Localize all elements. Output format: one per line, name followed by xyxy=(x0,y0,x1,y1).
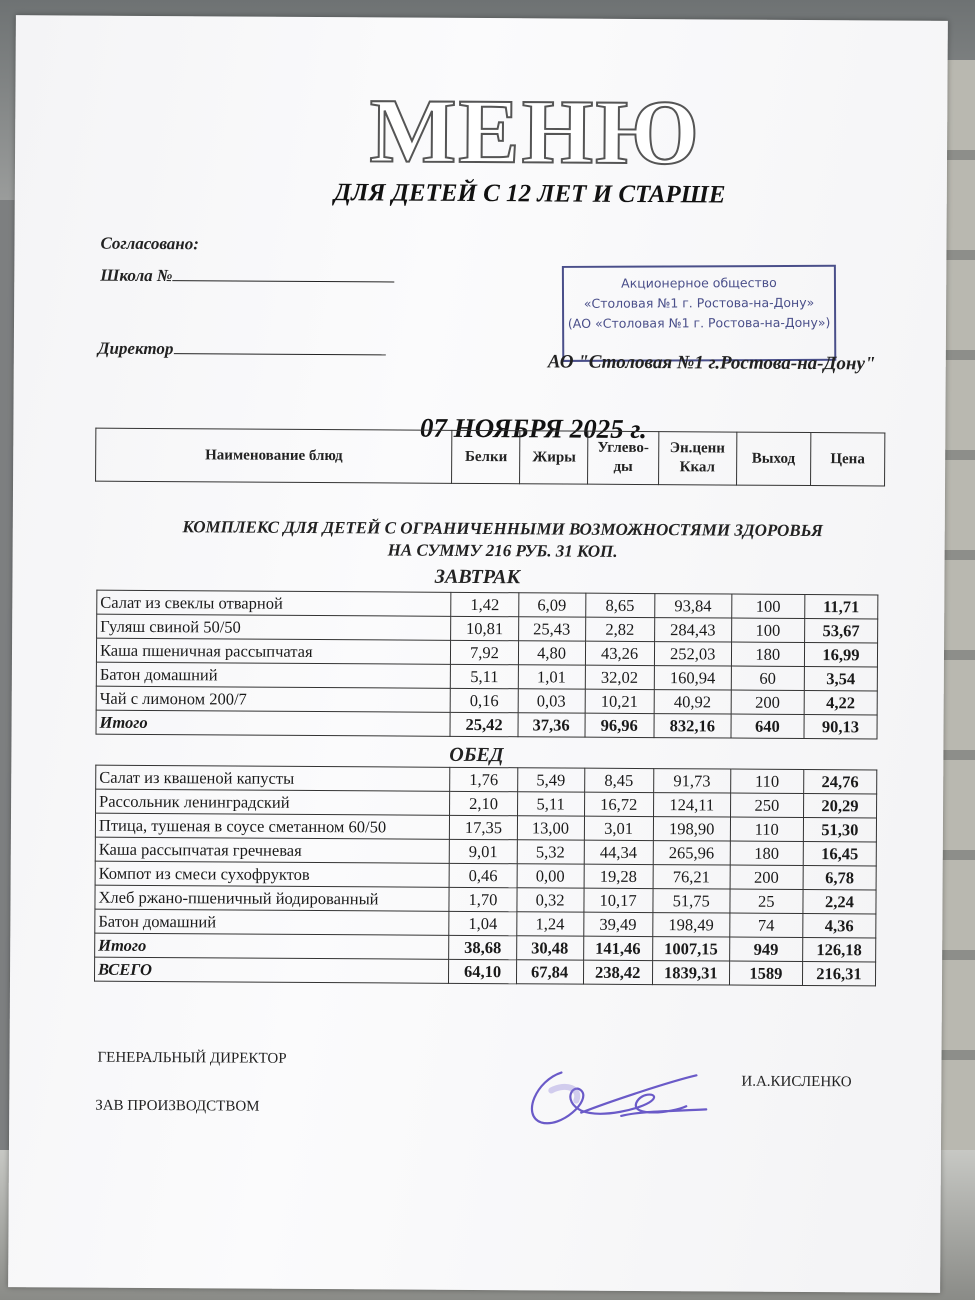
col-price: Цена xyxy=(810,433,884,486)
cell-name: Птица, тушеная в соусе сметанном 60/50 xyxy=(95,813,450,839)
cell-carbs: 16,72 xyxy=(584,792,653,816)
cell-carbs: 8,65 xyxy=(585,593,654,617)
cell-price: 2,24 xyxy=(803,889,876,913)
cell-name: Каша пшеничная рассыпчатая xyxy=(96,638,451,664)
col-yield: Выход xyxy=(736,432,810,485)
cell-energy: 51,75 xyxy=(653,889,730,913)
cell-price: 126,18 xyxy=(802,937,875,961)
col-protein: Белки xyxy=(452,430,520,483)
production-head-label: ЗАВ ПРОИЗВОДСТВОМ xyxy=(95,1097,260,1115)
school-label: Школа № xyxy=(100,265,173,286)
cell-name: Итого xyxy=(95,933,450,959)
approved-label: Согласовано: xyxy=(100,233,199,254)
menu-date: 07 НОЯБРЯ 2025 г. xyxy=(419,412,647,445)
cell-energy: 265,96 xyxy=(653,841,730,865)
cell-carbs: 19,28 xyxy=(584,864,653,888)
cell-name: Итого xyxy=(96,710,451,736)
cell-protein: 7,92 xyxy=(451,640,518,664)
cell-yield: 200 xyxy=(730,865,803,889)
cell-carbs: 8,45 xyxy=(584,768,653,792)
lunch-title: ОБЕД xyxy=(449,743,504,767)
cell-name: Батон домашний xyxy=(96,662,451,688)
cell-fat: 0,00 xyxy=(517,864,584,888)
cell-yield: 25 xyxy=(730,889,803,913)
cell-protein: 38,68 xyxy=(449,935,516,959)
general-director-label: ГЕНЕРАЛЬНЫЙ ДИРЕКТОР xyxy=(97,1049,287,1067)
cell-fat: 0,32 xyxy=(516,888,583,912)
cell-carbs: 44,34 xyxy=(584,840,653,864)
cell-energy: 124,11 xyxy=(653,793,730,817)
signatory-name: И.А.КИСЛЕНКО xyxy=(741,1073,852,1091)
cell-energy: 284,43 xyxy=(654,618,731,642)
cell-protein: 1,42 xyxy=(451,592,518,616)
cell-protein: 1,04 xyxy=(449,911,516,935)
col-carbs: Углево- ды xyxy=(588,431,658,484)
cell-name: Чай с лимоном 200/7 xyxy=(96,686,451,712)
cell-name: Рассольник ленинградский xyxy=(96,789,451,815)
cell-price: 20,29 xyxy=(803,793,876,817)
stamp-line: «Столовая №1 г. Ростова-на-Дону» xyxy=(583,294,815,311)
cell-carbs: 3,01 xyxy=(584,816,653,840)
cell-energy: 160,94 xyxy=(654,666,731,690)
cell-fat: 6,09 xyxy=(518,593,585,617)
cell-name: Батон домашний xyxy=(95,909,450,935)
column-header-table xyxy=(95,428,885,487)
cell-fat: 0,03 xyxy=(518,689,585,713)
cell-carbs: 43,26 xyxy=(585,641,654,665)
cell-price: 51,30 xyxy=(803,817,876,841)
stamp-line: Акционерное общество xyxy=(621,275,777,291)
cell-price: 16,45 xyxy=(803,841,876,865)
cell-energy: 93,84 xyxy=(654,594,731,618)
cell-yield: 100 xyxy=(732,594,805,618)
complex-title xyxy=(103,516,903,565)
cell-fat: 1,01 xyxy=(518,665,585,689)
cell-energy: 91,73 xyxy=(653,769,730,793)
cell-fat: 5,49 xyxy=(517,768,584,792)
col-energy: Эн.ценн Ккал xyxy=(658,432,737,485)
cell-fat: 5,32 xyxy=(517,840,584,864)
cell-carbs: 96,96 xyxy=(585,713,654,737)
signature-mark xyxy=(521,1060,721,1141)
cell-energy: 1839,31 xyxy=(652,961,729,985)
cell-yield: 949 xyxy=(729,937,802,961)
cell-energy: 1007,15 xyxy=(652,937,729,961)
cell-fat: 4,80 xyxy=(518,641,585,665)
cell-energy: 832,16 xyxy=(654,714,731,738)
cell-carbs: 39,49 xyxy=(583,912,652,936)
cell-yield: 1589 xyxy=(729,961,802,985)
cell-yield: 110 xyxy=(730,817,803,841)
cell-price: 90,13 xyxy=(804,714,877,738)
cell-yield: 110 xyxy=(730,769,803,793)
cell-fat: 5,11 xyxy=(517,792,584,816)
cell-protein: 0,46 xyxy=(450,863,517,887)
cell-price: 11,71 xyxy=(805,594,878,618)
cell-price: 6,78 xyxy=(803,865,876,889)
cell-name: Салат из квашеной капусты xyxy=(96,765,451,791)
cell-carbs: 32,02 xyxy=(585,665,654,689)
cell-energy: 40,92 xyxy=(654,690,731,714)
cell-protein: 0,16 xyxy=(451,688,518,712)
cell-fat: 13,00 xyxy=(517,816,584,840)
cell-fat: 25,43 xyxy=(518,617,585,641)
cell-protein: 1,70 xyxy=(449,887,516,911)
cell-energy: 252,03 xyxy=(654,642,731,666)
cell-protein: 64,10 xyxy=(449,959,516,983)
cell-fat: 30,48 xyxy=(516,936,583,960)
cell-price: 16,99 xyxy=(804,642,877,666)
menu-title: МЕНЮ xyxy=(369,79,702,184)
cell-price: 53,67 xyxy=(804,618,877,642)
breakfast-table xyxy=(96,590,879,740)
cell-price: 4,36 xyxy=(803,913,876,937)
cell-fat: 1,24 xyxy=(516,912,583,936)
organization-name: АО "Столовая №1 г.Ростова-на-Дону" xyxy=(547,351,876,375)
cell-price: 24,76 xyxy=(804,769,877,793)
cell-yield: 200 xyxy=(731,690,804,714)
cell-yield: 640 xyxy=(731,714,804,738)
menu-subtitle: ДЛЯ ДЕТЕЙ С 12 ЛЕТ И СТАРШЕ xyxy=(333,179,726,209)
cell-name: Гуляш свиной 50/50 xyxy=(97,614,452,640)
director-field xyxy=(98,339,386,361)
school-line xyxy=(172,266,394,282)
grand-total-row xyxy=(94,957,875,986)
cell-price: 216,31 xyxy=(802,961,875,985)
director-line xyxy=(173,339,385,355)
cell-name: Каша рассыпчатая гречневая xyxy=(95,837,450,863)
cell-yield: 180 xyxy=(731,642,804,666)
cell-protein: 10,81 xyxy=(451,616,518,640)
organization-stamp xyxy=(562,265,836,362)
cell-protein: 17,35 xyxy=(450,815,517,839)
cell-yield: 74 xyxy=(730,913,803,937)
school-field xyxy=(100,266,394,288)
cell-name: Компот из смеси сухофруктов xyxy=(95,861,450,887)
col-fat: Жиры xyxy=(520,431,588,484)
lunch-table xyxy=(94,765,877,987)
cell-name: Салат из свеклы отварной xyxy=(97,590,452,616)
total-row xyxy=(96,710,877,739)
cell-carbs: 2,82 xyxy=(585,617,654,641)
cell-energy: 198,90 xyxy=(653,817,730,841)
cell-energy: 76,21 xyxy=(653,865,730,889)
cell-carbs: 10,17 xyxy=(584,888,653,912)
breakfast-title: ЗАВТРАК xyxy=(434,565,521,589)
menu-sheet xyxy=(8,15,948,1293)
cell-protein: 2,10 xyxy=(450,791,517,815)
cell-yield: 180 xyxy=(730,841,803,865)
complex-line-1: КОМПЛЕКС ДЛЯ ДЕТЕЙ С ОГРАНИЧЕННЫМИ ВОЗМОЖНОСТЯМИ ЗДОРОВЬЯ xyxy=(182,517,823,541)
cell-carbs: 10,21 xyxy=(585,689,654,713)
cell-yield: 60 xyxy=(731,666,804,690)
cell-name: Хлеб ржано-пшеничный йодированный xyxy=(95,885,450,911)
cell-yield: 100 xyxy=(731,618,804,642)
cell-energy: 198,49 xyxy=(652,913,729,937)
cell-protein: 1,76 xyxy=(450,767,517,791)
cell-protein: 25,42 xyxy=(450,712,517,736)
cell-carbs: 141,46 xyxy=(583,936,652,960)
cell-protein: 5,11 xyxy=(451,664,518,688)
cell-price: 3,54 xyxy=(804,666,877,690)
cell-carbs: 238,42 xyxy=(583,960,652,984)
complex-line-2: НА СУММУ 216 РУБ. 31 КОП. xyxy=(387,540,618,561)
cell-fat: 37,36 xyxy=(518,713,585,737)
stamp-line: (АО «Столовая №1 г. Ростова-на-Дону») xyxy=(567,314,831,331)
cell-protein: 9,01 xyxy=(450,839,517,863)
director-label: Директор xyxy=(97,338,174,359)
col-name: Наименование блюд xyxy=(96,428,453,483)
cell-name: ВСЕГО xyxy=(94,957,449,983)
cell-price: 4,22 xyxy=(804,690,877,714)
cell-fat: 67,84 xyxy=(516,960,583,984)
cell-yield: 250 xyxy=(730,793,803,817)
